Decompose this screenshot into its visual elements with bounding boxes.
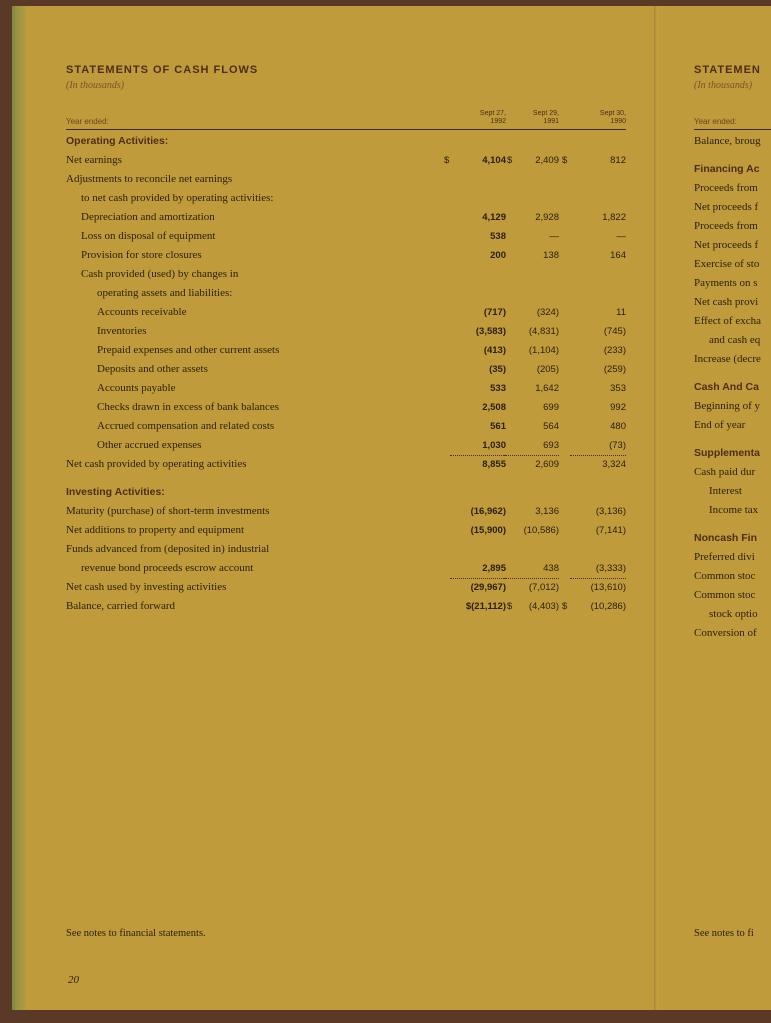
dollar-sign: $ [562, 155, 568, 166]
table-cell: (10,286) [590, 601, 626, 612]
column-header-year: 1991 [543, 118, 559, 125]
table-row [66, 303, 626, 322]
table-row [66, 360, 626, 379]
table-cell: 438 [543, 563, 559, 574]
table-row: Effect of excha [694, 315, 761, 327]
table-cell: (29,967) [450, 578, 506, 596]
table-cell: (324) [536, 307, 559, 318]
table-cell: 3,324 [570, 455, 626, 473]
table-cell: (35) [489, 364, 506, 375]
table-row [66, 246, 626, 265]
table-row [66, 208, 626, 227]
column-header-year: 1992 [490, 118, 506, 125]
table-row [66, 417, 626, 436]
row-label: Net earnings [66, 154, 122, 166]
table-cell: (259) [603, 364, 626, 375]
left-page [66, 64, 626, 616]
table-cell: (1,104) [528, 345, 559, 356]
section-heading [66, 132, 626, 151]
table-row: Preferred divi [694, 551, 755, 563]
table-row: Exercise of sto [694, 258, 760, 270]
year-ended-label: Year ended: [66, 117, 109, 126]
units-note: (In thousands) [66, 80, 125, 91]
right-year-ended-label: Year ended: [694, 117, 737, 126]
column-header [503, 110, 559, 126]
table-cell: $(21,112) [465, 601, 506, 612]
table-row: Payments on s [694, 277, 758, 289]
row-label: Adjustments to reconcile net earnings [66, 173, 233, 185]
row-label: revenue bond proceeds escrow account [81, 562, 254, 574]
table-cell: 693 [543, 440, 559, 451]
row-label: Investing Activities: [66, 486, 165, 498]
table-row: Beginning of y [694, 400, 760, 412]
table-cell: (7,012) [503, 578, 559, 596]
table-row: Increase (decre [694, 353, 761, 365]
table-cell: (745) [603, 326, 626, 337]
table-row [66, 265, 626, 284]
table-row [66, 540, 626, 559]
row-label: Balance, carried forward [66, 600, 176, 612]
table-row [66, 170, 626, 189]
row-label: Net cash provided by operating activities [66, 458, 247, 470]
table-row: stock optio [709, 608, 758, 620]
table-row: and cash eq [709, 334, 761, 346]
table-cell: 564 [543, 421, 559, 432]
table-cell: 353 [610, 383, 626, 394]
right-units-note: (In thousands) [694, 80, 753, 91]
row-label: Depreciation and amortization [81, 211, 215, 223]
right-page [694, 64, 771, 643]
row-spacer [694, 520, 771, 529]
table-header [66, 109, 626, 130]
row-label: Inventories [97, 325, 147, 337]
table-cell: 1,030 [482, 440, 506, 451]
page-number: 20 [68, 974, 79, 986]
row-label: Funds advanced from (deposited in) industrial [66, 543, 270, 555]
row-label: Loss on disposal of equipment [81, 230, 216, 242]
column-header [570, 110, 626, 126]
dollar-sign: $ [507, 601, 513, 612]
row-label: Deposits and other assets [97, 363, 208, 375]
table-cell: 533 [490, 383, 506, 394]
table-row: Proceeds from [694, 220, 758, 232]
row-label: Provision for store closures [81, 249, 202, 261]
table-cell: 2,409 [535, 155, 559, 166]
section-heading: Noncash Fin [694, 532, 758, 544]
table-cell: (717) [483, 307, 506, 318]
table-cell: 538 [490, 231, 506, 242]
right-page-title: STATEMEN [694, 64, 761, 76]
table-row [66, 227, 626, 246]
table-cell: — [616, 231, 626, 242]
table-row [66, 379, 626, 398]
table-cell: (205) [536, 364, 559, 375]
row-spacer [694, 369, 771, 378]
section-heading: Financing Ac [694, 163, 760, 175]
table-row: Common stoc [694, 589, 756, 601]
row-label: operating assets and liabilities: [97, 287, 233, 299]
table-cell: 2,508 [482, 402, 506, 413]
table-cell: 480 [610, 421, 626, 432]
column-header-date: Sept 27, [479, 110, 506, 117]
table-cell: 200 [490, 250, 506, 261]
table-cell: 1,822 [602, 212, 626, 223]
table-cell: 1,642 [535, 383, 559, 394]
table-row [66, 436, 626, 455]
row-label: Accrued compensation and related costs [97, 420, 275, 432]
table-cell: (13,610) [570, 578, 626, 596]
table-cell: (3,136) [595, 506, 626, 517]
page-fold [654, 6, 658, 1010]
row-spacer [694, 151, 771, 160]
table-cell: 2,895 [482, 563, 506, 574]
table-cell: (4,831) [528, 326, 559, 337]
table-cell: 4,104 [482, 155, 506, 166]
table-row: Cash paid dur [694, 466, 756, 478]
open-report-spread [12, 6, 771, 1010]
table-cell: (73) [609, 440, 626, 451]
table-cell: 2,928 [535, 212, 559, 223]
row-spacer [694, 435, 771, 444]
table-row: Balance, broug [694, 135, 761, 147]
table-row: Net proceeds f [694, 239, 759, 251]
table-row: Proceeds from [694, 182, 758, 194]
column-header-date: Sept 30, [599, 110, 626, 117]
right-table-header [694, 109, 771, 130]
table-row: End of year [694, 419, 746, 431]
table-row: Income tax [709, 504, 759, 516]
table-row [66, 189, 626, 208]
binding-spine [12, 6, 26, 1010]
table-row [66, 151, 626, 170]
row-label: Prepaid expenses and other current assets [97, 344, 280, 356]
section-heading [66, 483, 626, 502]
table-row [66, 502, 626, 521]
section-heading: Supplementa [694, 447, 760, 459]
column-header-year: 1990 [610, 118, 626, 125]
column-header-date: Sept 29, [532, 110, 559, 117]
table-cell: (7,141) [595, 525, 626, 536]
table-row [66, 398, 626, 417]
table-cell: (15,900) [470, 525, 506, 536]
table-cell: (16,962) [470, 506, 506, 517]
table-cell: (3,333) [595, 563, 626, 574]
row-label: Accounts payable [97, 382, 176, 394]
row-label: Accounts receivable [97, 306, 187, 318]
table-cell: (3,583) [475, 326, 506, 337]
row-label: Net additions to property and equipment [66, 524, 245, 536]
table-cell: (4,403) [528, 601, 559, 612]
table-row [66, 341, 626, 360]
right-table [694, 132, 771, 643]
table-cell: (233) [603, 345, 626, 356]
row-label: Other accrued expenses [97, 439, 202, 451]
table-row [66, 322, 626, 341]
table-row: Common stoc [694, 570, 756, 582]
table-row: Net proceeds f [694, 201, 759, 213]
table-row: Conversion of [694, 627, 757, 639]
row-label: Net cash used by investing activities [66, 581, 227, 593]
page-title: STATEMENTS OF CASH FLOWS [66, 64, 259, 76]
table-cell: 992 [610, 402, 626, 413]
section-heading: Cash And Ca [694, 381, 759, 393]
table-cell: 699 [543, 402, 559, 413]
row-label: Operating Activities: [66, 135, 169, 147]
right-footnote: See notes to fi [694, 928, 754, 939]
footnote: See notes to financial statements. [66, 928, 206, 939]
table-row [66, 521, 626, 540]
column-header [450, 110, 506, 126]
dollar-sign: $ [507, 155, 513, 166]
table-cell: 812 [610, 155, 626, 166]
dollar-sign: $ [444, 155, 450, 166]
table-row [66, 284, 626, 303]
table-row [66, 559, 626, 578]
table-cell: 138 [543, 250, 559, 261]
table-cell: (10,586) [523, 525, 559, 536]
table-cell: 2,609 [503, 455, 559, 473]
table-row [66, 455, 626, 474]
table-row: Interest [709, 485, 742, 497]
row-label: Cash provided (used) by changes in [81, 268, 239, 280]
table-cell: (413) [483, 345, 506, 356]
table-cell: 164 [610, 250, 626, 261]
table-cell: 4,129 [482, 212, 506, 223]
row-label: Checks drawn in excess of bank balances [97, 401, 280, 413]
table-cell: — [549, 231, 559, 242]
table-row [66, 578, 626, 597]
dollar-sign: $ [562, 601, 568, 612]
table-row [66, 597, 626, 616]
row-spacer [66, 474, 626, 483]
table-cell: 11 [616, 307, 626, 318]
table-cell: 8,855 [450, 455, 506, 473]
cash-flow-table [66, 132, 626, 616]
row-label: Maturity (purchase) of short-term investments [66, 505, 270, 517]
table-row: Net cash provi [694, 296, 759, 308]
table-cell: 561 [490, 421, 506, 432]
table-cell: 3,136 [535, 506, 559, 517]
row-label: to net cash provided by operating activities: [81, 192, 274, 204]
